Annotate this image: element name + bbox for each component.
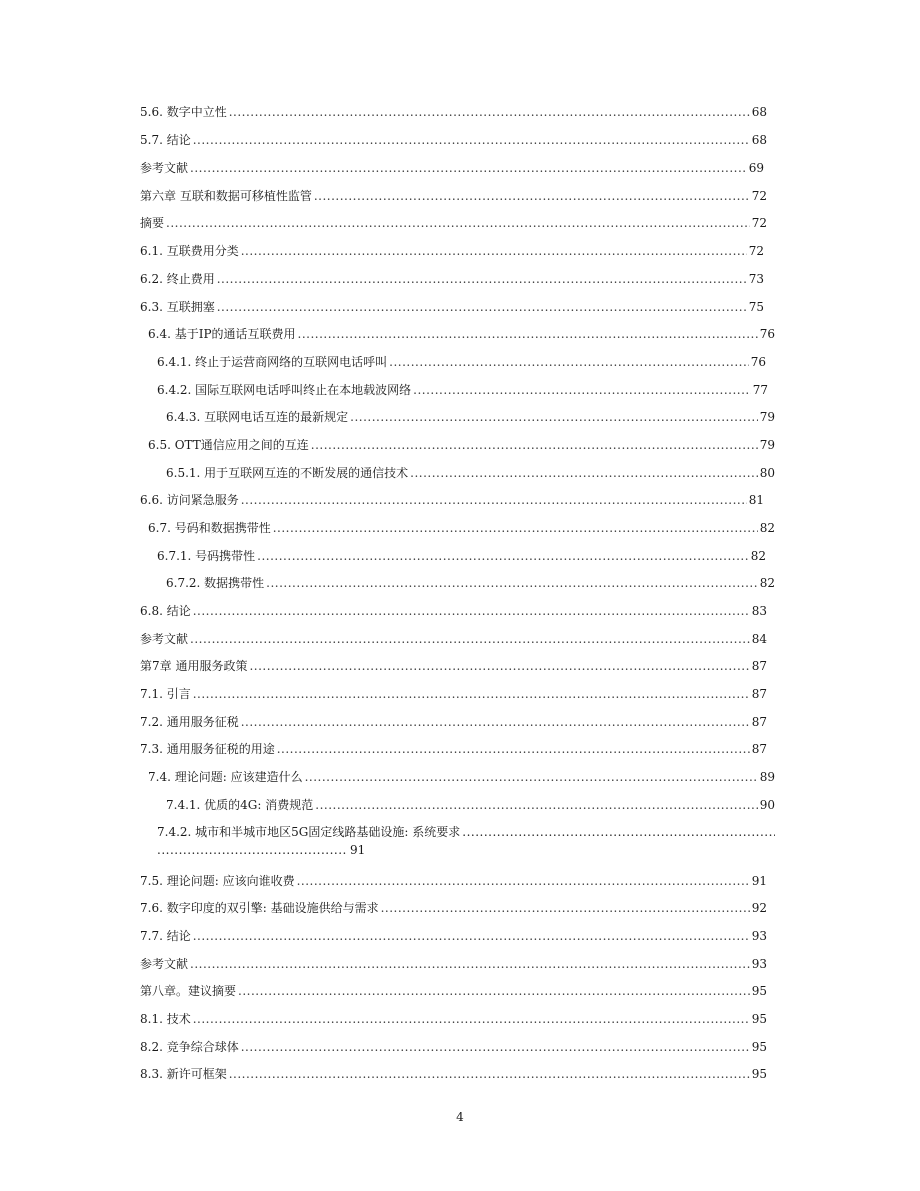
dot-leader (350, 410, 758, 424)
toc-entry-page: 77 (752, 383, 768, 397)
toc-entry-text: 8.2. 竞争综合球体 (140, 1040, 239, 1054)
toc-entry-text: 6.8. 结论 (140, 604, 191, 618)
dot-leader (190, 957, 750, 971)
toc-entry[interactable] (140, 901, 767, 917)
dot-leader (241, 715, 750, 729)
toc-entry-text: 6.3. 互联拥塞 (140, 300, 215, 314)
dot-leader (193, 1012, 750, 1026)
toc-entry-page: 72 (751, 189, 767, 203)
toc-entry-text: 8.3. 新许可框架 (140, 1067, 227, 1081)
toc-entry-text: 6.4.3. 互联网电话互连的最新规定 (166, 410, 349, 424)
toc-entry[interactable] (140, 604, 767, 620)
toc-entry-text: 第八章。建议摘要 (140, 984, 237, 998)
toc-entry-text: 7.4.1. 优质的4G: 消费规范 (166, 798, 314, 812)
toc-entry[interactable] (140, 742, 767, 758)
dot-leader (389, 355, 749, 369)
toc-entry[interactable] (140, 632, 767, 648)
dot-leader (241, 244, 747, 258)
toc-entry-text: 5.6. 数字中立性 (140, 105, 227, 119)
toc-entry-text: 7.3. 通用服务征税的用途 (140, 742, 275, 756)
toc-entry-text: 参考文献 (140, 632, 189, 646)
toc-entry-text: 7.4. 理论问题: 应该建造什么 (148, 770, 303, 784)
dot-leader (193, 133, 750, 147)
dot-leader (381, 901, 750, 915)
toc-entry[interactable] (140, 929, 767, 945)
toc-entry-page: 81 (748, 493, 764, 507)
toc-entry-text: 6.5.1. 用于互联网互连的不断发展的通信技术 (166, 466, 409, 480)
dot-leader (217, 300, 747, 314)
page-number: 4 (456, 1110, 464, 1124)
toc-entry-page: 72 (748, 244, 764, 258)
toc-entry[interactable] (140, 874, 767, 890)
dot-leader (257, 549, 749, 563)
toc-entry-page: 93 (751, 929, 767, 943)
toc-entry-page: 91 (350, 843, 366, 857)
toc-entry[interactable] (148, 438, 775, 454)
toc-entry-text: 7.2. 通用服务征税 (140, 715, 239, 729)
dot-leader (410, 466, 758, 480)
toc-entry-page: 82 (750, 549, 766, 563)
toc-entry-text: 参考文献 (140, 957, 189, 971)
toc-entry-page: 87 (751, 687, 767, 701)
toc-entry[interactable] (140, 105, 767, 121)
dot-leader (315, 798, 757, 812)
toc-entry-text: 7.7. 结论 (140, 929, 191, 943)
toc-entry[interactable] (140, 244, 764, 260)
toc-entry-text: 5.7. 结论 (140, 133, 191, 147)
toc-entry[interactable] (166, 576, 775, 592)
dot-leader (190, 632, 750, 646)
toc-entry-page: 72 (751, 216, 767, 230)
dot-leader (241, 1040, 750, 1054)
toc-entry-text: 6.7.2. 数据携带性 (166, 576, 265, 590)
dot-leader (273, 521, 758, 535)
dot-leader (314, 189, 750, 203)
toc-entry[interactable] (140, 957, 767, 973)
toc-entry[interactable] (140, 133, 767, 149)
toc-entry-page: 82 (759, 521, 775, 535)
toc-entry-page: 68 (751, 105, 767, 119)
dot-leader (311, 438, 758, 452)
toc-entry[interactable] (140, 161, 764, 177)
toc-entry-text: 第六章 互联和数据可移植性监管 (140, 189, 312, 203)
dot-leader (193, 929, 750, 943)
dot-leader (157, 843, 347, 857)
toc-entry-text: 7.5. 理论问题: 应该向谁收费 (140, 874, 295, 888)
toc-entry[interactable] (140, 659, 767, 675)
toc-entry-text: 6.1. 互联费用分类 (140, 244, 239, 258)
toc-entry-page: 82 (759, 576, 775, 590)
toc-entry-text: 6.4.2. 国际互联网电话呼叫终止在本地载波网络 (157, 383, 412, 397)
dot-leader (193, 604, 750, 618)
dot-leader (249, 659, 749, 673)
toc-entry-page: 68 (751, 133, 767, 147)
toc-entry-page: 89 (759, 770, 775, 784)
dot-leader (217, 272, 747, 286)
toc-entry-text: 7.4.2. 城市和半城市地区5G固定线路基础设施: 系统要求 (157, 825, 461, 839)
toc-entry[interactable] (140, 1067, 767, 1083)
toc-entry-page: 95 (751, 1012, 767, 1026)
toc-entry-wrapped-continuation[interactable] (157, 843, 365, 859)
toc-entry-page: 92 (751, 901, 767, 915)
dot-leader (413, 383, 751, 397)
toc-entry-page: 95 (751, 1040, 767, 1054)
toc-entry-page: 84 (751, 632, 767, 646)
toc-entry[interactable] (140, 984, 767, 1000)
toc-entry[interactable] (140, 687, 767, 703)
toc-entry-page: 69 (748, 161, 764, 175)
dot-leader (241, 493, 747, 507)
toc-entry[interactable] (157, 383, 768, 399)
toc-entry[interactable] (140, 272, 764, 288)
toc-entry-page: 76 (759, 327, 775, 341)
dot-leader (238, 984, 750, 998)
toc-entry-page: 95 (751, 1067, 767, 1081)
toc-entry[interactable] (166, 466, 775, 482)
dot-leader (229, 105, 750, 119)
toc-entry-page: 76 (750, 355, 766, 369)
toc-entry-text: 6.4.1. 终止于运营商网络的互联网电话呼叫 (157, 355, 388, 369)
toc-entry[interactable] (140, 715, 767, 731)
toc-entry-page: 95 (751, 984, 767, 998)
toc-entry-text: 6.7.1. 号码携带性 (157, 549, 256, 563)
toc-entry[interactable] (157, 549, 766, 565)
toc-entry-page: 90 (759, 798, 775, 812)
toc-entry-text: 6.5. OTT通信应用之间的互连 (148, 438, 309, 452)
toc-entry-text: 第7章 通用服务政策 (140, 659, 248, 673)
toc-entry-page: 83 (751, 604, 767, 618)
toc-entry[interactable] (140, 189, 767, 205)
toc-entry[interactable] (140, 1012, 767, 1028)
toc-entry-text: 6.4. 基于IP的通话互联费用 (148, 327, 296, 341)
toc-entry-text: 6.7. 号码和数据携带性 (148, 521, 271, 535)
toc-entry-text: 8.1. 技术 (140, 1012, 191, 1026)
toc-entry-page: 91 (751, 874, 767, 888)
toc-entry[interactable] (140, 300, 764, 316)
dot-leader (297, 874, 750, 888)
toc-entry[interactable] (140, 216, 767, 232)
dot-leader (193, 687, 750, 701)
toc-entry-text: 6.2. 终止费用 (140, 272, 215, 286)
dot-leader (166, 216, 750, 230)
toc-entry-text: 摘要 (140, 216, 165, 230)
toc-entry[interactable] (157, 355, 766, 371)
toc-entry[interactable] (166, 410, 775, 426)
toc-entry-page: 87 (751, 742, 767, 756)
toc-entry-page: 75 (748, 300, 764, 314)
toc-entry-page: 79 (759, 410, 775, 424)
dot-leader (298, 327, 758, 341)
toc-entry-text: 7.6. 数字印度的双引擎: 基础设施供给与需求 (140, 901, 379, 915)
dot-leader (229, 1067, 750, 1081)
dot-leader (190, 161, 747, 175)
toc-entry-page: 79 (759, 438, 775, 452)
toc-entry-page: 87 (751, 659, 767, 673)
toc-entry-text: 6.6. 访问紧急服务 (140, 493, 239, 507)
dot-leader (305, 770, 758, 784)
toc-entry-text: 7.1. 引言 (140, 687, 191, 701)
toc-entry[interactable] (148, 521, 775, 537)
toc-entry[interactable] (140, 493, 764, 509)
toc-entry-wrapped[interactable] (157, 825, 775, 841)
toc-entry-page: 73 (748, 272, 764, 286)
toc-entry-text: 参考文献 (140, 161, 189, 175)
dot-leader (277, 742, 750, 756)
dot-leader (462, 825, 775, 841)
toc-entry-page: 80 (759, 466, 775, 480)
toc-entry[interactable] (140, 1040, 767, 1056)
dot-leader (266, 576, 758, 590)
toc-entry[interactable] (148, 770, 775, 786)
toc-entry[interactable] (166, 798, 775, 814)
toc-entry-page: 93 (751, 957, 767, 971)
toc-entry[interactable] (148, 327, 775, 343)
toc-entry-page: 87 (751, 715, 767, 729)
